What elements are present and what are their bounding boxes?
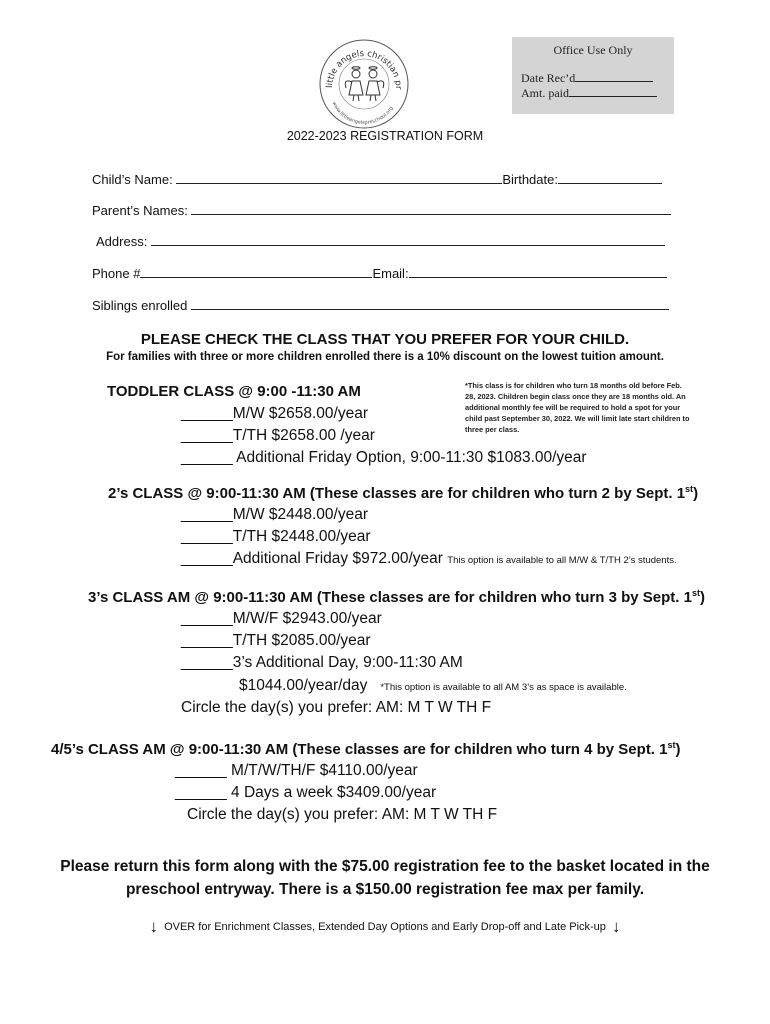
child-name-input[interactable] [176, 171, 502, 184]
fourfives-circle-days[interactable]: Circle the day(s) you prefer: AM: M T W TH F [187, 806, 498, 823]
preschool-logo [318, 38, 410, 130]
birthdate-input[interactable] [558, 171, 662, 184]
amount-paid-line: Amt. paid [521, 84, 657, 101]
threes-additional-note: *This option is available to all AM 3’s as space is available. [380, 682, 627, 693]
threes-circle-days[interactable]: Circle the day(s) you prefer: AM: M T W TH F [181, 699, 492, 716]
threes-option-mwf[interactable]: ______M/W/F $2943.00/year [181, 610, 382, 627]
discount-note: For families with three or more children enrolled there is a 10% discount on the lowest tuition amount. [106, 351, 664, 363]
fourfives-option-five-day[interactable]: ______ M/T/W/TH/F $4110.00/year [175, 762, 418, 779]
phone-input[interactable] [140, 265, 372, 278]
office-use-title: Office Use Only [553, 43, 633, 57]
fourfives-class-heading: 4/5’s CLASS AM @ 9:00-11:30 AM (These classes are for children who turn 4 by Sept. 1st) [51, 740, 681, 758]
threes-option-additional-day[interactable]: ______3’s Additional Day, 9:00-11:30 AM [181, 654, 463, 671]
angels-logo-icon [318, 38, 410, 130]
twos-option-tth[interactable]: ______T/TH $2448.00/year [181, 528, 371, 545]
address-input[interactable] [151, 233, 665, 246]
email-input[interactable] [409, 265, 667, 278]
fourfives-option-four-day[interactable]: ______ 4 Days a week $3409.00/year [175, 784, 437, 801]
office-use-box [512, 37, 674, 114]
return-form-note-line1: Please return this form along with the $75.00 registration fee to the basket located in the [60, 858, 710, 875]
siblings-input[interactable] [191, 297, 669, 310]
phone-email-row: Phone # Email: [92, 265, 667, 281]
threes-additional-price: $1044.00/year/day *This option is available to all AM 3’s as space is available. [239, 677, 627, 694]
twos-class-heading: 2’s CLASS @ 9:00-11:30 AM (These classes are for children who turn 2 by Sept. 1st) [108, 484, 699, 502]
toddler-class-note: *This class is for children who turn 18 months old before Feb. 28, 2023. Children begin class once they are 18 months old. An additional monthly fee will be required to hold a spot for your child past September 30, 2022. We will limit late start children to three per class. [465, 381, 690, 434]
twos-option-mw[interactable]: ______M/W $2448.00/year [181, 506, 368, 523]
down-arrow-icon: ↓ [612, 917, 621, 936]
form-title: 2022-2023 REGISTRATION FORM [286, 129, 484, 143]
toddler-option-tth[interactable]: ______T/TH $2658.00 /year [181, 427, 375, 444]
child-name-row: Child’s Name: Birthdate: [92, 171, 662, 187]
toddler-option-friday[interactable]: ______ Additional Friday Option, 9:00-11:30 $1083.00/year [181, 449, 587, 466]
siblings-row: Siblings enrolled [92, 297, 669, 313]
threes-class-heading: 3’s CLASS AM @ 9:00-11:30 AM (These classes are for children who turn 3 by Sept. 1st) [88, 588, 705, 606]
logo-ring-text: little angels christian pr [324, 48, 404, 90]
logo-url-text: www.littleangelspreschool.org [330, 100, 395, 127]
toddler-class-heading: TODDLER CLASS @ 9:00 -11:30 AM [107, 383, 361, 400]
threes-option-tth[interactable]: ______T/TH $2085.00/year [181, 632, 371, 649]
parent-names-input[interactable] [191, 202, 671, 215]
over-note: ↓ OVER for Enrichment Classes, Extended Day Options and Early Drop-off and Late Pick-up ↓ [149, 917, 621, 936]
down-arrow-icon: ↓ [149, 917, 158, 936]
parent-names-row: Parent’s Names: [92, 202, 671, 218]
date-received-line: Date Rec’d [521, 69, 653, 86]
address-row: Address: [96, 233, 665, 249]
toddler-option-mw[interactable]: ______M/W $2658.00/year [181, 405, 368, 422]
return-form-note-line2: preschool entryway. There is a $150.00 registration fee max per family. [125, 881, 645, 898]
twos-friday-note: This option is available to all M/W & T/TH 2’s students. [447, 555, 677, 566]
check-class-heading: PLEASE CHECK THE CLASS THAT YOU PREFER FOR YOUR CHILD. [140, 331, 630, 348]
twos-option-friday[interactable]: ______Additional Friday $972.00/year This option is available to all M/W & T/TH 2’s students. [181, 550, 677, 567]
